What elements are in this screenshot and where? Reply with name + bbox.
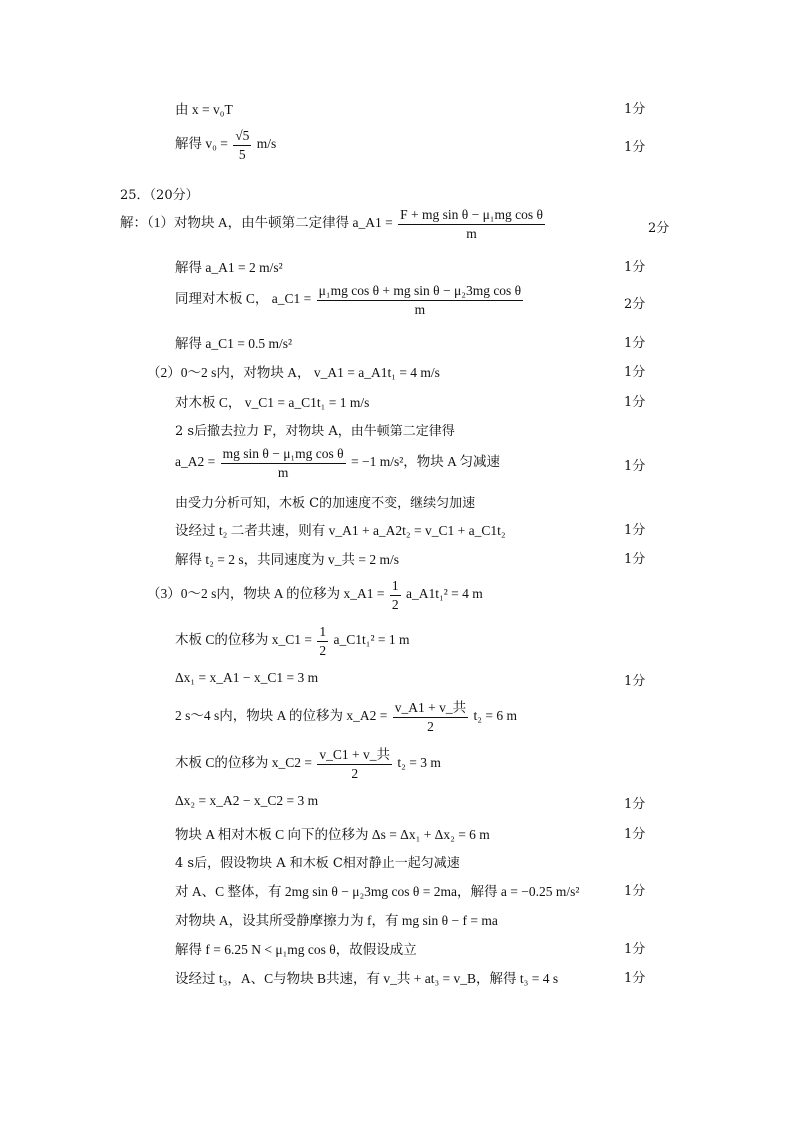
line-5-prefix: 同理对木板 C，: [175, 291, 269, 307]
fraction-numerator: √5: [233, 128, 251, 146]
fraction-denominator: m: [414, 301, 426, 317]
fraction-denominator: m: [466, 225, 477, 241]
line-20: 物块 A 相对木板 C 向下的位移为 Δs = Δx₁ + Δx₂ = 6 m: [175, 827, 490, 842]
score-6: 1分: [624, 336, 646, 351]
line-16: Δx₁ = x_A1 − x_C1 = 3 m: [175, 670, 319, 685]
fraction-numerator: mg sin θ − μ₁mg cos θ: [221, 446, 346, 464]
score-16: 1分: [624, 674, 646, 689]
score-13: 1分: [624, 552, 646, 567]
line-21: 4 s后，假设物块 A 和木板 C相对静止一起匀减速: [175, 856, 460, 871]
line-24: 解得 f = 6.25 N < μ₁mg cos θ，故假设成立: [175, 942, 417, 957]
fraction: [233, 128, 251, 162]
fraction-numerator: v_C1 + v_共: [317, 747, 392, 765]
score-24: 1分: [624, 942, 646, 957]
line-10-suffix: = −1 m/s²，物块 A 匀减速: [350, 454, 501, 470]
fraction-numerator: F + mg sin θ − μ₁mg cos θ: [398, 207, 545, 225]
line-18-suffix: t₂ = 3 m: [397, 755, 441, 771]
line-9: 2 s后撤去拉力 F，对物块 A，由牛顿第二定律得: [175, 424, 455, 439]
line-17: [175, 700, 517, 734]
line-14-suffix: a_A1t₁² = 4 m: [406, 586, 483, 602]
score-7: 1分: [624, 365, 646, 380]
line-14-lhs: x_A1 =: [343, 586, 385, 602]
score-25: 1分: [624, 971, 646, 986]
fraction-denominator: 5: [238, 146, 246, 162]
fraction: [390, 578, 401, 612]
fraction: [317, 747, 392, 781]
fraction-denominator: 2: [351, 765, 359, 781]
line-22: 对 A、C 整体，有 2mg sin θ − μ₂3mg cos θ = 2ma，解得 a = −0.25 m/s²: [175, 884, 580, 899]
line-4: 解得 a_A1 = 2 m/s²: [175, 260, 283, 275]
line-18-lhs: x_C2 =: [271, 755, 313, 771]
line-6: 解得 a_C1 = 0.5 m/s²: [175, 336, 293, 351]
fraction: [317, 283, 524, 317]
score-4: 1分: [624, 260, 646, 275]
score-10: 1分: [624, 459, 646, 474]
line-0-text: 由 x = v₀T: [175, 102, 233, 117]
line-3-prefix: 解：（1）对物块 A，由牛顿第二定律得: [120, 215, 353, 231]
fraction-numerator: v_A1 + v_共: [393, 700, 468, 718]
line-14: [147, 578, 483, 612]
line-18-prefix: 木板 C的位移为: [175, 755, 272, 771]
score-3: 2分: [648, 221, 670, 236]
line-5-lhs: a_C1 =: [271, 291, 312, 307]
fraction-denominator: m: [277, 464, 289, 480]
line-1: [175, 128, 276, 162]
fraction: [317, 624, 328, 658]
line-10: [175, 446, 500, 480]
score-8: 1分: [624, 395, 646, 410]
line-25: 设经过 t₃，A、C与物块 B共速，有 v_共 + at₃ = v_B，解得 t₃ = 4 s: [175, 971, 559, 986]
fraction-denominator: 2: [319, 642, 327, 658]
fraction: [393, 700, 468, 734]
line-7: （2）0～2 s内，对物块 A， v_A1 = a_A1t₁ = 4 m/s: [147, 365, 440, 380]
question-heading: 25．（20分）: [120, 188, 199, 203]
fraction-denominator: 2: [391, 596, 399, 612]
score-0: 1分: [624, 102, 646, 117]
line-1-unit: m/s: [256, 136, 277, 152]
line-13: 解得 t₂ = 2 s，共同速度为 v_共 = 2 m/s: [175, 552, 399, 567]
line-8: 对木板 C， v_C1 = a_C1t₁ = 1 m/s: [175, 395, 370, 410]
line-1-lhs: v₀ =: [205, 136, 228, 152]
score-12: 1分: [624, 523, 646, 538]
line-0: [175, 98, 233, 118]
line-3: [120, 207, 547, 241]
line-15: [175, 624, 410, 658]
score-20: 1分: [624, 827, 646, 842]
fraction-denominator: 2: [427, 718, 434, 734]
line-18: [175, 747, 441, 781]
line-15-lhs: x_C1 =: [271, 632, 313, 648]
fraction-numerator: μ₁mg cos θ + mg sin θ − μ₂3mg cos θ: [317, 283, 524, 301]
line-17-lhs: x_A2 =: [346, 708, 388, 724]
score-1: 1分: [624, 140, 646, 155]
line-10-lhs: a_A2 =: [175, 454, 216, 470]
line-1-prefix: 解得: [175, 136, 206, 152]
line-15-suffix: a_C1t₁² = 1 m: [333, 632, 410, 648]
line-5: [175, 283, 525, 317]
line-17-suffix: t₂ = 6 m: [473, 708, 517, 724]
line-17-prefix: 2 s～4 s内，物块 A 的位移为: [175, 708, 347, 724]
line-15-prefix: 木板 C的位移为: [175, 632, 272, 648]
line-12: 设经过 t₂ 二者共速，则有 v_A1 + a_A2t₂ = v_C1 + a_C1t₂: [175, 523, 506, 538]
fraction-numerator: 1: [390, 578, 401, 596]
fraction: [398, 207, 545, 241]
fraction-numerator: 1: [317, 624, 328, 642]
line-11: 由受力分析可知，木板 C的加速度不变，继续匀加速: [175, 496, 476, 511]
line-3-lhs: a_A1 =: [352, 215, 393, 231]
line-23: 对物块 A，设其所受静摩擦力为 f，有 mg sin θ − f = ma: [175, 913, 498, 928]
line-19: Δx₂ = x_A2 − x_C2 = 3 m: [175, 793, 319, 808]
score-19: 1分: [624, 797, 646, 812]
fraction: [221, 446, 346, 480]
score-22: 1分: [624, 884, 646, 899]
score-5: 2分: [624, 297, 646, 312]
line-14-prefix: （3）0～2 s内，物块 A 的位移为: [147, 586, 344, 602]
